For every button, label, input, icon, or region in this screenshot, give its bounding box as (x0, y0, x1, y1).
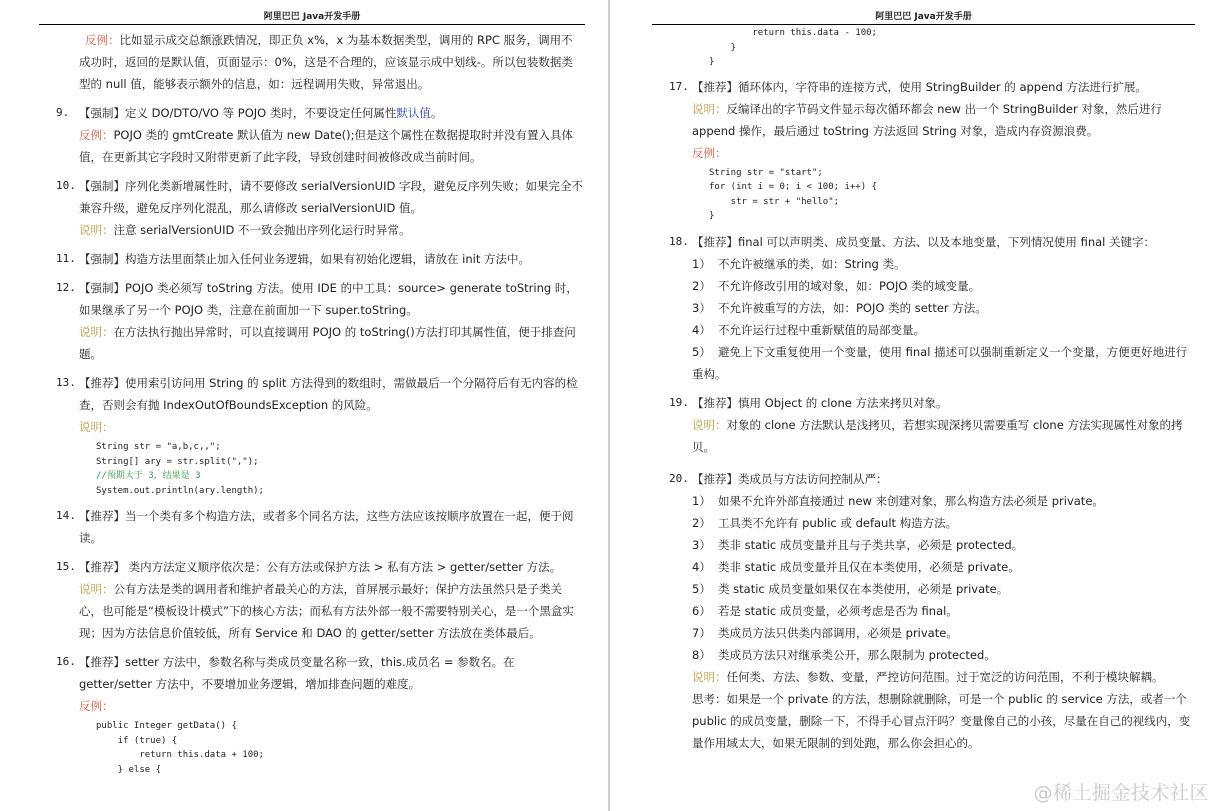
list-text: 类成员方法只供类内部调用，必须是 private。 (718, 625, 958, 640)
counter-example-label: 反例： (79, 699, 114, 713)
rule-heading: 【推荐】当一个类有多个构造方法，或者多个同名方法，这些方法应该按顺序放置在一起，便于阅读。 (79, 509, 574, 545)
note-text: 注意 serialVersionUID 不一致会抛出序列化运行时异常。 (113, 223, 411, 237)
page-header-title: 阿里巴巴 Java开发手册 (39, 9, 585, 25)
code-example (669, 166, 1197, 224)
list-text: 若是 static 成员变量，必须考虑是否为 final。 (718, 603, 958, 618)
code-example (56, 719, 584, 777)
list-index: 4） (692, 322, 711, 337)
rule-note (56, 416, 584, 438)
rule-heading: 【强制】序列化类新增属性时，请不要修改 serialVersionUID 字段，避免反序列失败；如果完全不兼容升级，避免反序列化混乱，那么请修改 serialVersionUID 值。 (79, 179, 583, 215)
explanation-label: 说明： (692, 669, 727, 684)
right-page (611, 0, 1215, 811)
rule-heading: 【推荐】 类内方法定义顺序依次是：公有方法或保护方法 > 私有方法 > getter/setter 方法。 (79, 560, 562, 574)
list-text: 不允许修改引用的域对象，如：POJO 类的域变量。 (718, 278, 981, 293)
code-line: return this.data - 100; (709, 28, 877, 38)
code-example (56, 440, 584, 498)
rule-note (669, 414, 1197, 458)
note-text: POJO 类的 gmtCreate 默认值为 new Date();但是这个属性在数据提取时并没有置入具体值，在更新其它字段时又附带更新了此字段，导致创建时间被修改成当前时间。 (79, 128, 574, 164)
list-item (669, 297, 1197, 319)
rule-item-20 (669, 468, 1197, 754)
rule-item-11 (56, 248, 584, 270)
rule-number: 9. (56, 106, 70, 119)
list-item (669, 578, 1197, 600)
list-item (669, 253, 1197, 275)
rule-heading: 【强制】POJO 类必须写 toString 方法。使用 IDE 的中工具：source> generate toString 时，如果继承了另一个 POJO 类，注意在前面加一下 super.toString。 (79, 281, 578, 317)
list-item (669, 644, 1197, 666)
code-line: } (709, 57, 715, 67)
rule-heading: 【强制】构造方法里面禁止加入任何业务逻辑，如果有初始化逻辑，请放在 init 方法中。 (79, 252, 530, 266)
list-index: 4） (692, 559, 711, 574)
list-text: 类非 static 成员变量并且仅在本类使用，必须是 private。 (718, 559, 1020, 574)
rule-number: 11. (56, 252, 76, 265)
list-item (669, 319, 1197, 341)
explanation-label: 说明： (692, 101, 727, 116)
list-item (669, 275, 1197, 297)
rule-number: 13. (56, 376, 76, 389)
intro-counter-example (56, 29, 584, 95)
counter-example-label: 反例： (85, 33, 120, 47)
rule-number: 19. (669, 395, 689, 409)
list-text: 避免上下文重复使用一个变量，使用 final 描述可以强制重新定义一个变量，方便更好地进行重构。 (692, 344, 1188, 381)
code-line: String str = "a,b,c,,"; (96, 442, 221, 452)
rule-heading: 【推荐】慎用 Object 的 clone 方法来拷贝对象。 (692, 395, 948, 410)
rule-number: 10. (56, 179, 76, 192)
page-header-title: 阿里巴巴 Java开发手册 (652, 9, 1195, 25)
code-line: } (709, 42, 737, 53)
page-divider (608, 0, 610, 811)
list-text: 类非 static 成员变量并且与子类共享，必须是 protected。 (718, 537, 1024, 552)
list-item (669, 600, 1197, 622)
list-index: 2） (692, 278, 711, 293)
rule-item-17 (669, 76, 1197, 224)
explanation-label: 说明： (79, 223, 114, 237)
rule-note (56, 124, 584, 168)
rule-item-16 (56, 651, 584, 777)
counter-example-label: 反例： (692, 145, 727, 160)
rule-number: 12. (56, 281, 76, 294)
code-comment-line: //预期大于 3，结果是 3 (96, 471, 201, 481)
rule-note (669, 98, 1197, 142)
left-page-content (56, 29, 584, 784)
list-index: 1） (692, 256, 711, 271)
right-page-content (669, 27, 1197, 761)
list-item (669, 512, 1197, 534)
rule-item-14 (56, 505, 584, 549)
note-text: 在方法执行抛出异常时，可以直接调用 POJO 的 toString()方法打印其属性值，便于排查问题。 (79, 325, 576, 361)
rule-counter-example (669, 142, 1197, 164)
code-line: String str = "start"; (709, 167, 823, 178)
code-line: } (709, 211, 715, 221)
rule-number: 20. (669, 471, 689, 485)
rule-number: 18. (669, 234, 689, 248)
code-line: } else { (96, 764, 162, 775)
list-item (669, 556, 1197, 578)
rule-item-9 (56, 102, 584, 168)
counter-example-label: 反例： (79, 128, 114, 142)
rule-heading: 【推荐】setter 方法中，参数名称与类成员变量名称一致，this.成员名 = 参数名。在 getter/setter 方法中，不要增加业务逻辑，增加排查问题的难度。 (79, 655, 515, 691)
rule-heading: 【推荐】循环体内，字符串的连接方式，使用 StringBuilder 的 append 方法进行扩展。 (692, 79, 1147, 94)
code-line: str = str + "hello"; (709, 196, 840, 207)
intro-text: 比如显示成交总额涨跌情况，即正负 x%，x 为基本数据类型，调用的 RPC 服务，调用不成功时，返回的是默认值，页面显示：0%，这是不合理的，应该显示成中划线-。所以包装数据类型的 null 值，能够表示额外的信息，如：远程调用失败，异常退出。 (79, 33, 573, 91)
list-item (669, 622, 1197, 644)
rule-note (56, 219, 584, 241)
watermark: @稀土掘金技术社区 (1033, 782, 1209, 804)
code-line: String[] ary = str.split(","); (96, 456, 259, 467)
rule-heading: 【推荐】使用索引访问用 String 的 split 方法得到的数组时，需做最后一个分隔符后有无内容的检查，否则会有抛 IndexOutOfBoundsException 的风险。 (79, 376, 578, 412)
list-text: 不允许被重写的方法，如：POJO 类的 setter 方法。 (718, 300, 987, 315)
list-index: 8） (692, 647, 711, 662)
list-index: 5） (692, 581, 711, 596)
rule-number: 14. (56, 509, 76, 522)
rule-item-18 (669, 231, 1197, 385)
note-text: 反编译出的字节码文件显示每次循环都会 new 出一个 StringBuilder 对象，然后进行 append 操作，最后通过 toString 方法返回 String 对象，造成内存资源浪费。 (692, 101, 1162, 138)
explanation-label: 说明： (692, 417, 727, 432)
rule-heading: 【强制】定义 DO/DTO/VO 等 POJO 类时，不要设定任何属性 (79, 106, 397, 120)
list-index: 3） (692, 300, 711, 315)
rule-heading: 【推荐】final 可以声明类、成员变量、方法、以及本地变量，下列情况使用 final 关键字： (692, 234, 1156, 249)
think-note: 思考：如果是一个 private 的方法，想删除就删除，可是一个 public 的 service 方法，或者一个 public 的成员变量，删除一下，不得手心冒点汗吗？变量像自己的小孩，尽量在自己的视线内，变量作用域太大，如果无限制的到处跑，那么你会担心的。 (692, 691, 1191, 750)
code-line: for (int i = 0; i < 100; i++) { (709, 182, 877, 192)
list-index: 2） (692, 515, 711, 530)
list-text: 类成员方法只对继承类公开，那么限制为 protected。 (718, 647, 996, 662)
explanation-label: 说明： (79, 325, 114, 339)
list-text: 不允许被继承的类，如：String 类。 (718, 256, 906, 271)
rule-number: 17. (669, 79, 689, 93)
rule-item-12 (56, 277, 584, 365)
rule-item-15 (56, 556, 584, 644)
list-index: 3） (692, 537, 711, 552)
explanation-label: 说明： (79, 582, 114, 596)
code-line: public Integer getData() { (96, 721, 237, 731)
list-text: 如果不允许外部直接通过 new 来创建对象，那么构造方法必须是 private。 (718, 493, 1104, 508)
list-text: 工具类不允许有 public 或 default 构造方法。 (718, 515, 958, 530)
list-index: 5） (692, 344, 711, 359)
list-item (669, 490, 1197, 512)
list-text: 不允许运行过程中重新赋值的局部变量。 (718, 322, 925, 337)
rule-number: 16. (56, 655, 76, 668)
code-line: System.out.println(ary.length); (96, 485, 264, 496)
code-continuation (669, 26, 1197, 70)
note-text: 公有方法是类的调用者和维护者最关心的方法，首屏展示最好；保护方法虽然只是子类关心，也可能是“模板设计模式”下的核心方法；而私有方法外部一般不需要特别关心，是一个黑盒实现；因为方法信息价值较低，所有 Service 和 DAO 的 getter/setter 方法放在类体最后。 (79, 582, 574, 640)
list-item (669, 341, 1197, 385)
rule-item-19 (669, 392, 1197, 458)
rule-note (56, 578, 584, 644)
rule-note (669, 666, 1197, 688)
rule-item-13 (56, 372, 584, 498)
rule-item-10 (56, 175, 584, 241)
explanation-label: 说明： (79, 420, 114, 434)
default-value-link[interactable]: 默认值 (396, 106, 431, 120)
rule-number: 15. (56, 560, 76, 573)
list-index: 7） (692, 625, 711, 640)
rule-note (56, 695, 584, 717)
note-text: 对象的 clone 方法默认是浅拷贝，若想实现深拷贝需要重写 clone 方法实现属性对象的拷贝。 (692, 417, 1183, 454)
list-item (669, 534, 1197, 556)
list-index: 1） (692, 493, 711, 508)
note-text: 任何类、方法、参数、变量，严控访问范围。过于宽泛的访问范围，不利于模块解耦。 (726, 669, 1164, 684)
list-index: 6） (692, 603, 711, 618)
rule-heading: 【推荐】类成员与方法访问控制从严： (692, 471, 888, 486)
rule-heading-tail: 。 (430, 106, 443, 120)
code-line: if (true) { (96, 735, 178, 746)
rule-note (56, 321, 584, 365)
list-text: 类 static 成员变量如果仅在本类使用，必须是 private。 (718, 581, 1009, 596)
code-line: return this.data + 100; (96, 750, 264, 760)
